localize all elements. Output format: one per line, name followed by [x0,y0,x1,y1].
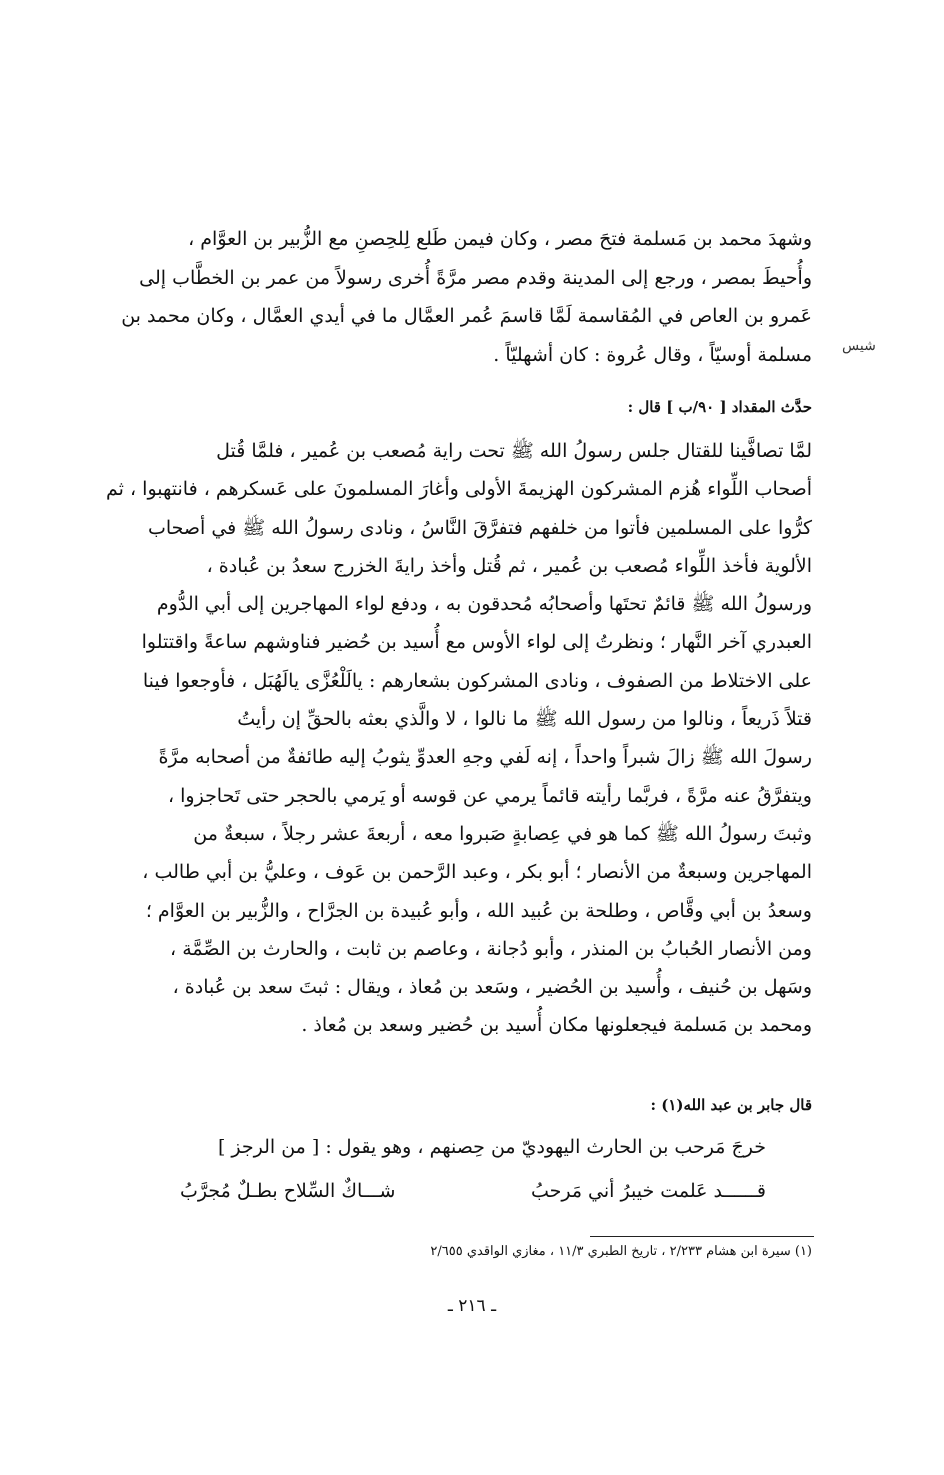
text-line: أصحاب اللِّواء هُزم المشركون الهزيمةَ الأولى وأغارَ المسلمونَ على عَسكرهم ، فانتهبوا ، ثم [106,478,812,501]
text-line: على الاختلاط من الصفوف ، ونادى المشركون بشعارهم : يالَلْعُزَّى يالَهُبَل ، فأوجعوا فينا [142,669,812,692]
poem-first-hemistich: قــــــد عَلمت خيبرُ أني مَرحبُ [530,1180,766,1202]
paragraph-muhammad-bin-maslama [104,220,812,374]
text-line: مسلمة أوسيّاً ، وقال عُروة : كان أشهليّاً . [493,343,812,366]
poem-intro-line: خرجَ مَرحب بن الحارث اليهوديّ من حِصنهم ، وهو يقول : [ من الرجز ] [217,1136,766,1158]
text-line: ومحمد بن مَسلمة فيجعلونها مكان أُسيد بن حُضير وسعد بن مُعاذ . [301,1014,812,1037]
text-line: رسولَ الله ﷺ زالَ شبراً واحداً ، إنه لَفي وجهِ العدوِّ يثوبُ إليه طائفةٌ من أصحابه مرَّةً [158,746,812,769]
text-line: قتلاً ذَريعاً ، ونالوا من رسول الله ﷺ ما نالوا ، لا والَّذي بعثه بالحقِّ إن رأيتُ [237,708,812,731]
text-line: كرُّوا على المسلمين فأتوا من خلفهم فتفرَّقَ النَّاسُ ، ونادى رسولُ الله ﷺ في أصحاب [147,516,812,539]
poem-second-hemistich: شـــاكٌ السِّلاح بطـلٌ مُجرَّبُ [180,1180,396,1202]
text-line: العبدري آخر النَّهار ؛ ونظرتُ إلى لواء الأوس مع أُسيد بن حُضير فناوشهم ساعةً واقتتلوا [141,631,812,654]
page-number: ـ ٢١٦ ـ [447,1296,497,1316]
margin-annotation: شيس [842,338,876,354]
poem-verse [180,1180,766,1202]
text-line: ومن الأنصار الحُبابُ بن المنذر ، وأبو دُجانة ، وعاصم بن ثابت ، والحارث بن الصِّمَّة ، [170,937,812,960]
text-line: عَمرو بن العاص في المُقاسمة لَمَّا قاسمَ عُمر العمَّال ما في أيدي العمَّال ، وكان محمد بن [121,305,812,327]
text-line: لمَّا تصافَّينا للقتال جلس رسولُ الله ﷺ تحت راية مُصعب بن عُمير ، فلمَّا قُتل [216,440,812,462]
section-heading: حدَّث المقداد [ ٩٠/ب ] قال : [627,398,812,416]
footnote: (١) سيرة ابن هشام ٢/٢٣٣ ، تاريخ الطبري ١١/٣ ، مغازي الواقدي ٢/٦٥٥ [430,1244,812,1259]
text-line: المهاجرين وسبعةٌ من الأنصار ؛ أبو بكر ، وعبد الرَّحمن بن عَوف ، وعليُّ بن أبي طالب ، [142,861,812,884]
text-line: وسعدُ بن أبي وقَّاص ، وطلحة بن عُبيد الله ، وأبو عُبيدة بن الجرَّاح ، والزُّبير بن العوَّام ؛ [145,899,812,922]
text-line: ويتفرَّقُ عنه مرَّةً ، فربَّما رأيته قائماً يرمي عن قوسه أو يَرمي بالحجر حتى تَحاجزوا ، [167,784,812,807]
text-line: الألوية فأخذ اللِّواء مُصعب بن عُمير ، ثم قُتل وأخذ رايةَ الخزرج سعدُ بن عُبادة ، [206,554,812,577]
jabir-heading: قال جابر بن عبد الله(١) : [650,1096,812,1114]
text-line: وشهدَ محمد بن مَسلمة فتحَ مصر ، وكان فيمن طَلع لِلحِصنِ مع الزُّبير بن العوَّام ، [188,228,812,250]
text-line: ورسولُ الله ﷺ قائمٌ تحتَها وأصحابُه مُحدقون به ، ودفع لواء المهاجرين إلى أبي الدُّوم [156,593,812,616]
text-line: وثبتَ رسولُ الله ﷺ كما هو في عِصابةٍ صَبروا معه ، أربعةَ عشر رجلاً ، سبعةٌ من [193,822,812,845]
text-line: وأُحيطَ بمصر ، ورجع إلى المدينة وقدم مصر مرَّةً أُخرى رسولاً من عمر بن الخطَّاب إلى [139,266,812,289]
text-line: وسَهل بن حُنيف ، وأُسيد بن الحُضير ، وسَعد بن مُعاذ ، ويقال : ثبتَ سعد بن عُبادة ، [172,976,812,999]
footnote-separator [590,1236,814,1237]
paragraph-miqdad-narration [104,432,812,1045]
